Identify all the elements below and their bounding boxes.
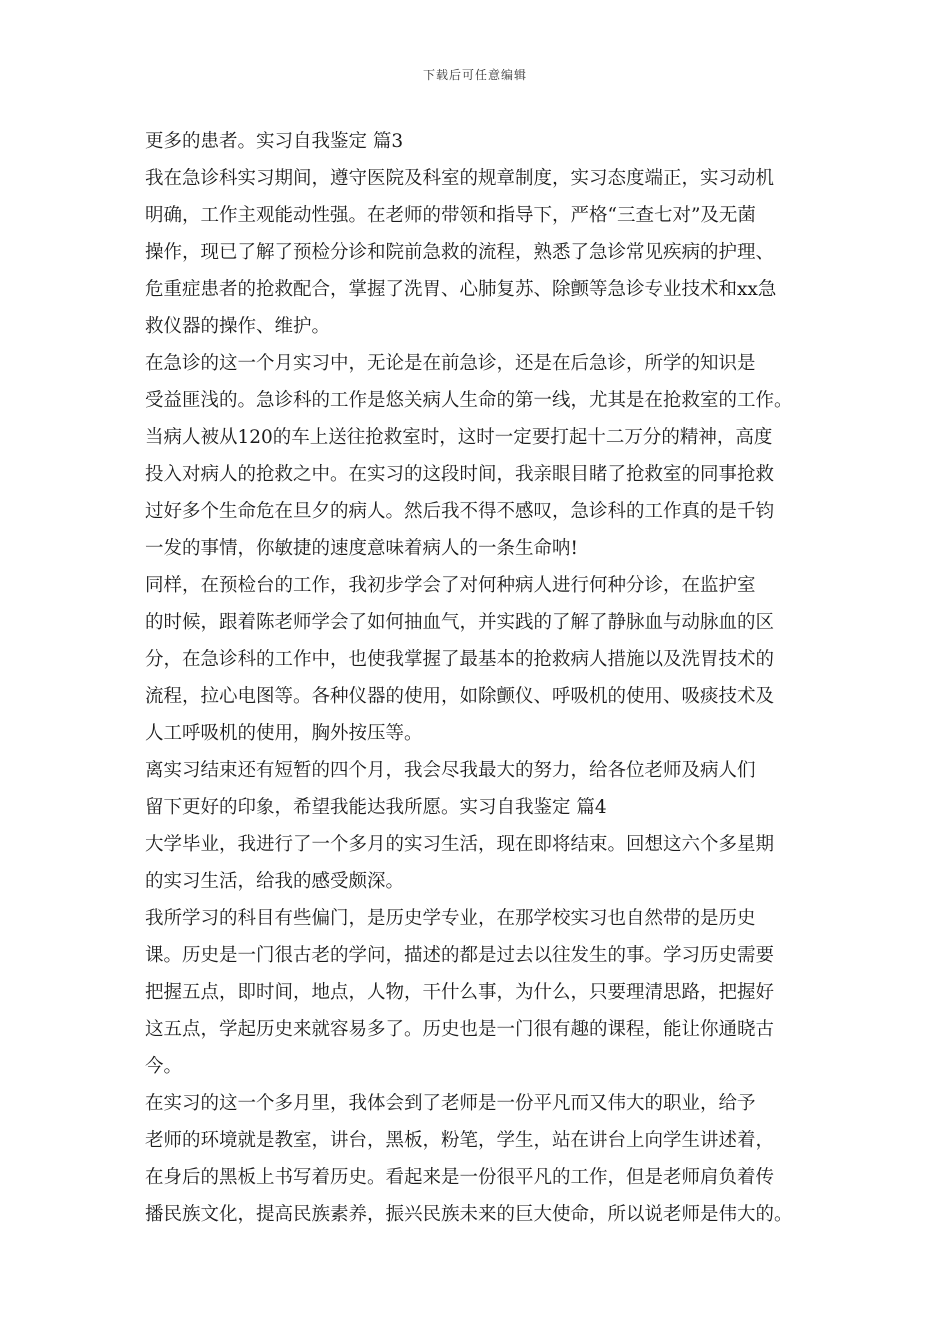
text-line: 更多的患者。实习自我鉴定 篇3: [145, 131, 404, 152]
text-line: 人工呼吸机的使用，胸外按压等。: [145, 723, 423, 744]
text-line: 我在急诊科实习期间，遵守医院及科室的规章制度，实习态度端正，实习动机: [145, 168, 775, 189]
text-line: 当病人被从120的车上送往抢救室时，这时一定要打起十二万分的精神，高度: [145, 427, 773, 448]
text-line: 大学毕业，我进行了一个多月的实习生活，现在即将结束。回想这六个多星期: [145, 834, 775, 855]
text-line: 救仪器的操作、维护。: [145, 316, 331, 337]
text-line: 同样，在预检台的工作，我初步学会了对何种病人进行何种分诊，在监护室: [145, 575, 756, 596]
text-line: 危重症患者的抢救配合，掌握了洗胃、心肺复苏、除颤等急诊专业技术和xx急: [145, 279, 777, 300]
text-line: 在急诊的这一个月实习中，无论是在前急诊，还是在后急诊，所学的知识是: [145, 353, 756, 374]
text-line: 操作，现已了解了预检分诊和院前急救的流程，熟悉了急诊常见疾病的护理、: [145, 242, 775, 263]
text-line: 我所学习的科目有些偏门，是历史学专业，在那学校实习也自然带的是历史: [145, 908, 756, 929]
text-line: 在身后的黑板上书写着历史。看起来是一份很平凡的工作，但是老师肩负着传: [145, 1167, 775, 1188]
text-line: 今。: [145, 1056, 183, 1077]
text-line: 老师的环境就是教室，讲台，黑板，粉笔，学生，站在讲台上向学生讲述着，: [145, 1130, 775, 1151]
text-line: 受益匪浅的。急诊科的工作是悠关病人生命的第一线，尤其是在抢救室的工作。: [145, 390, 793, 411]
text-line: 流程，拉心电图等。各种仪器的使用，如除颤仪、呼吸机的使用、吸痰技术及: [145, 686, 775, 707]
text-line: 播民族文化，提高民族素养，振兴民族未来的巨大使命，所以说老师是伟大的。: [145, 1204, 793, 1225]
text-line: 过好多个生命危在旦夕的病人。然后我不得不感叹，急诊科的工作真的是千钧: [145, 501, 775, 522]
text-line: 离实习结束还有短暂的四个月，我会尽我最大的努力，给各位老师及病人们: [145, 760, 756, 781]
text-line: 这五点，学起历史来就容易多了。历史也是一门很有趣的课程，能让你通晓古: [145, 1019, 775, 1040]
text-line: 课。历史是一门很古老的学问，描述的都是过去以往发生的事。学习历史需要: [145, 945, 775, 966]
text-line: 的时候，跟着陈老师学会了如何抽血气，并实践的了解了静脉血与动脉血的区: [145, 612, 775, 633]
text-line: 的实习生活，给我的感受颇深。: [145, 871, 405, 892]
header-note: 下载后可任意编辑: [422, 68, 527, 82]
body-text: [145, 123, 825, 1233]
text-line: 投入对病人的抢救之中。在实习的这段时间，我亲眼目睹了抢救室的同事抢救: [145, 464, 775, 485]
text-line: 一发的事情，你敏捷的速度意味着病人的一条生命呐!: [145, 538, 578, 559]
text-line: 在实习的这一个多月里，我体会到了老师是一份平凡而又伟大的职业，给予: [145, 1093, 756, 1114]
text-line: 留下更好的印象，希望我能达我所愿。实习自我鉴定 篇4: [145, 797, 607, 818]
text-line: 明确，工作主观能动性强。在老师的带领和指导下，严格“三查七对”及无菌: [145, 205, 756, 226]
text-line: 把握五点，即时间，地点，人物，干什么事，为什么，只要理清思路，把握好: [145, 982, 775, 1003]
text-line: 分，在急诊科的工作中，也使我掌握了最基本的抢救病人措施以及洗胃技术的: [145, 649, 775, 670]
